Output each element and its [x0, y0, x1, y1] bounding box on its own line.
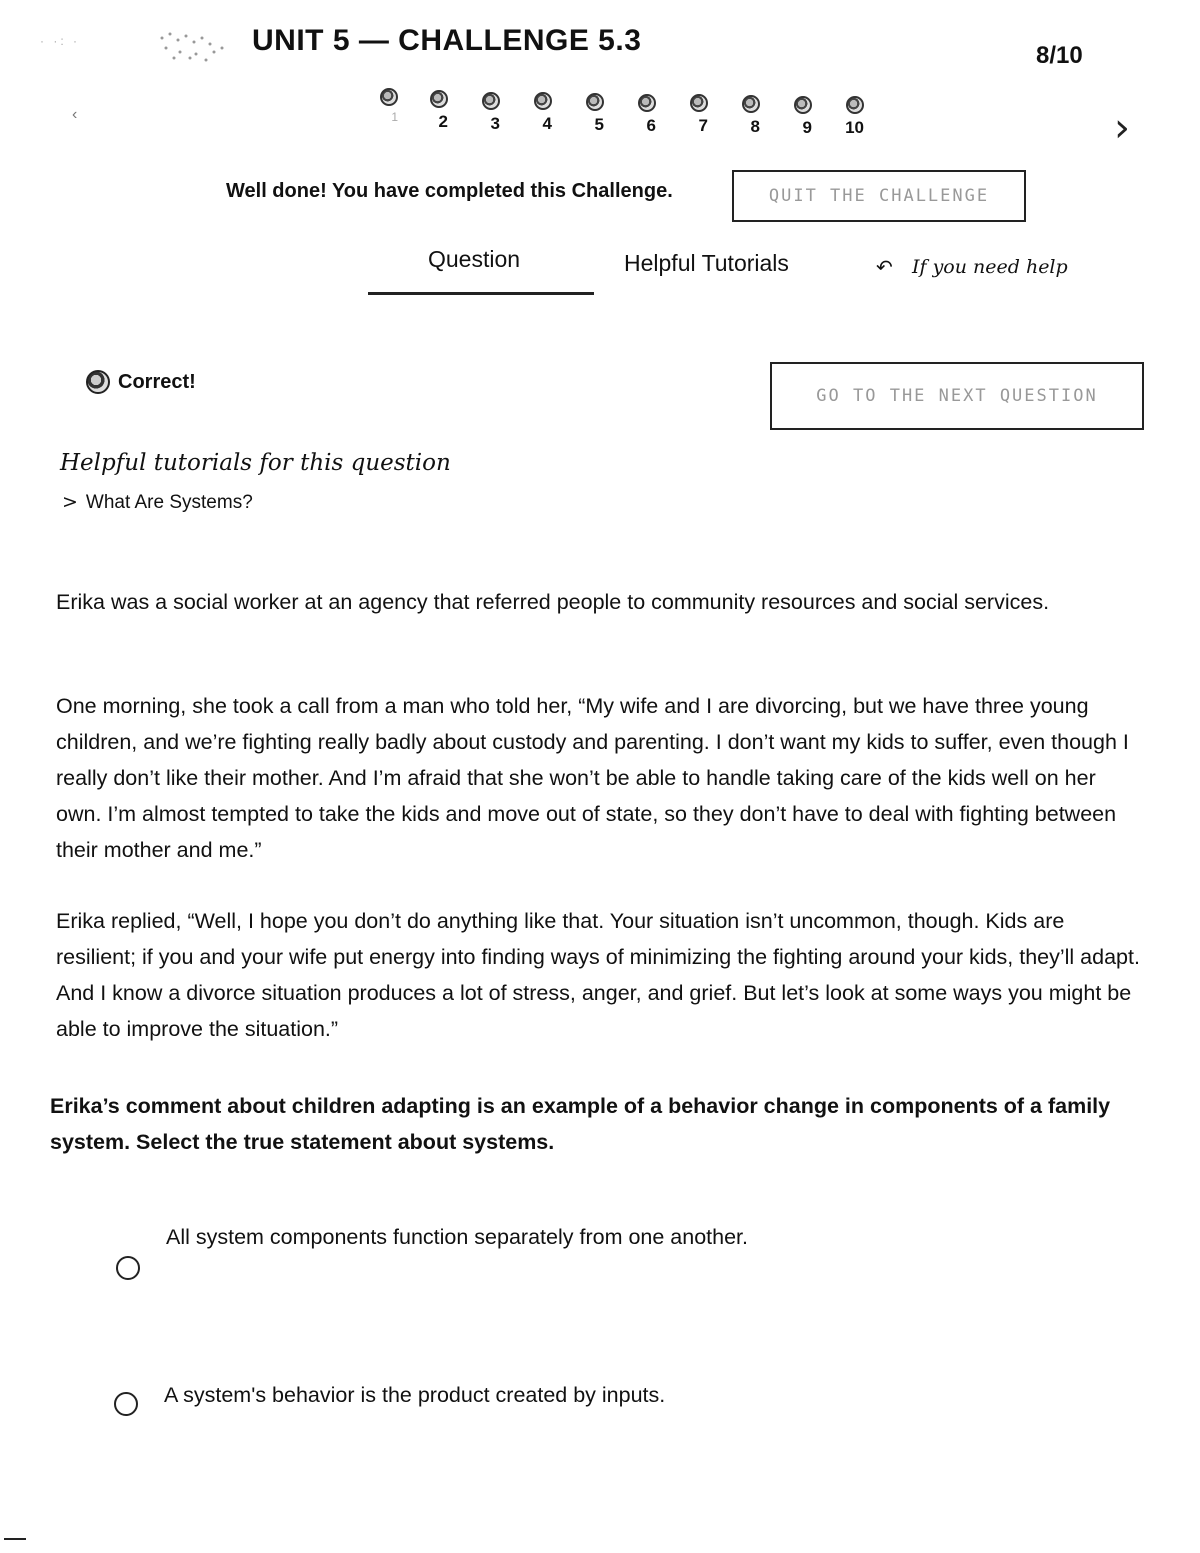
question-nav-item[interactable]	[784, 94, 844, 150]
question-number: 2	[438, 112, 448, 131]
question-status-icon	[690, 94, 708, 112]
quit-challenge-button[interactable]: QUIT THE CHALLENGE	[732, 170, 1026, 222]
question-nav-item[interactable]	[420, 88, 480, 144]
completion-message: Well done! You have completed this Challenge.	[226, 180, 673, 202]
tutorials-heading: Helpful tutorials for this question	[60, 450, 451, 476]
question-number: 1	[391, 110, 398, 124]
question-status-icon	[794, 96, 812, 114]
score-counter: 8/10	[1036, 42, 1083, 69]
question-number: 8	[750, 117, 760, 136]
tutorial-link-label: What Are Systems?	[85, 492, 253, 513]
question-status-icon	[380, 88, 398, 106]
question-nav-item[interactable]	[680, 92, 740, 148]
answer-option-label[interactable]: All system components function separately from one another.	[166, 1225, 749, 1249]
question-number: 9	[802, 118, 812, 137]
question-paragraph: Erika was a social worker at an agency that referred people to community resources and social services.	[56, 590, 1050, 614]
question-nav-item[interactable]	[576, 91, 636, 147]
logo	[150, 28, 232, 64]
question-prompt: Erika’s comment about children adapting is an example of a behavior change in components of a family system. Select the true statement about systems.	[50, 1094, 1111, 1154]
question-status-icon	[742, 95, 760, 113]
question-status-icon	[638, 94, 656, 112]
scan-specks: · ·: ·	[40, 34, 80, 48]
chevron-right-icon: >	[62, 491, 78, 513]
question-number: 7	[698, 116, 708, 135]
active-tab-indicator	[368, 292, 594, 295]
question-nav-item[interactable]	[628, 92, 688, 148]
answer-radio[interactable]	[116, 1256, 140, 1280]
result-status: Correct!	[118, 371, 196, 393]
question-nav-item[interactable]	[732, 93, 792, 149]
question-navigation	[370, 86, 864, 142]
question-nav-item[interactable]	[836, 94, 896, 150]
answer-radio[interactable]	[114, 1392, 138, 1416]
question-number: 4	[542, 114, 552, 133]
question-status-icon	[586, 93, 604, 111]
scan-mark	[4, 1538, 26, 1540]
question-paragraph: Erika replied, “Well, I hope you don’t do anything like that. Your situation isn’t uncommon, though. Kids are resilient; if you and your wife put energy into finding ways of minimizing the fighting around your kids, they’ll adapt. And I know a divorce situation produces a lot of stress, anger, and grief. But let’s look at some ways you might be able to improve the situation.”	[56, 909, 1140, 1041]
question-number: 10	[845, 118, 864, 137]
question-status-icon	[534, 92, 552, 110]
correct-status-icon	[86, 370, 110, 394]
question-nav-item[interactable]	[472, 90, 532, 146]
question-number: 6	[646, 116, 656, 135]
question-status-icon	[430, 90, 448, 108]
curved-arrow-icon: ↶	[876, 257, 893, 279]
question-paragraph: One morning, she took a call from a man who told her, “My wife and I are divorcing, but we have three young children, and we’re fighting really badly about custody and parenting. I don’t want my kids to suffer, even though I really don’t like their mother. And I’m afraid that she won’t be able to handle taking care of the kids well on her own. I’m almost tempted to take the kids and move out of state, so they don’t have to deal with fighting between their mother and me.”	[56, 694, 1129, 862]
question-nav-item[interactable]	[524, 90, 584, 146]
question-status-icon	[482, 92, 500, 110]
back-icon[interactable]: ‹	[72, 106, 78, 123]
question-number: 3	[490, 114, 500, 133]
question-status-icon	[846, 96, 864, 114]
tab-helpful-tutorials[interactable]: Helpful Tutorials	[624, 250, 789, 276]
chevron-right-icon[interactable]: ›	[1114, 105, 1130, 151]
help-hint: If you need help	[912, 256, 1068, 278]
answer-option-label[interactable]: A system's behavior is the product created by inputs.	[164, 1383, 666, 1407]
next-question-button[interactable]: GO TO THE NEXT QUESTION	[770, 362, 1144, 430]
question-number: 5	[594, 115, 604, 134]
tab-question[interactable]: Question	[428, 246, 521, 272]
tutorial-link[interactable]	[62, 491, 253, 514]
page-title: UNIT 5 — CHALLENGE 5.3	[252, 24, 642, 57]
